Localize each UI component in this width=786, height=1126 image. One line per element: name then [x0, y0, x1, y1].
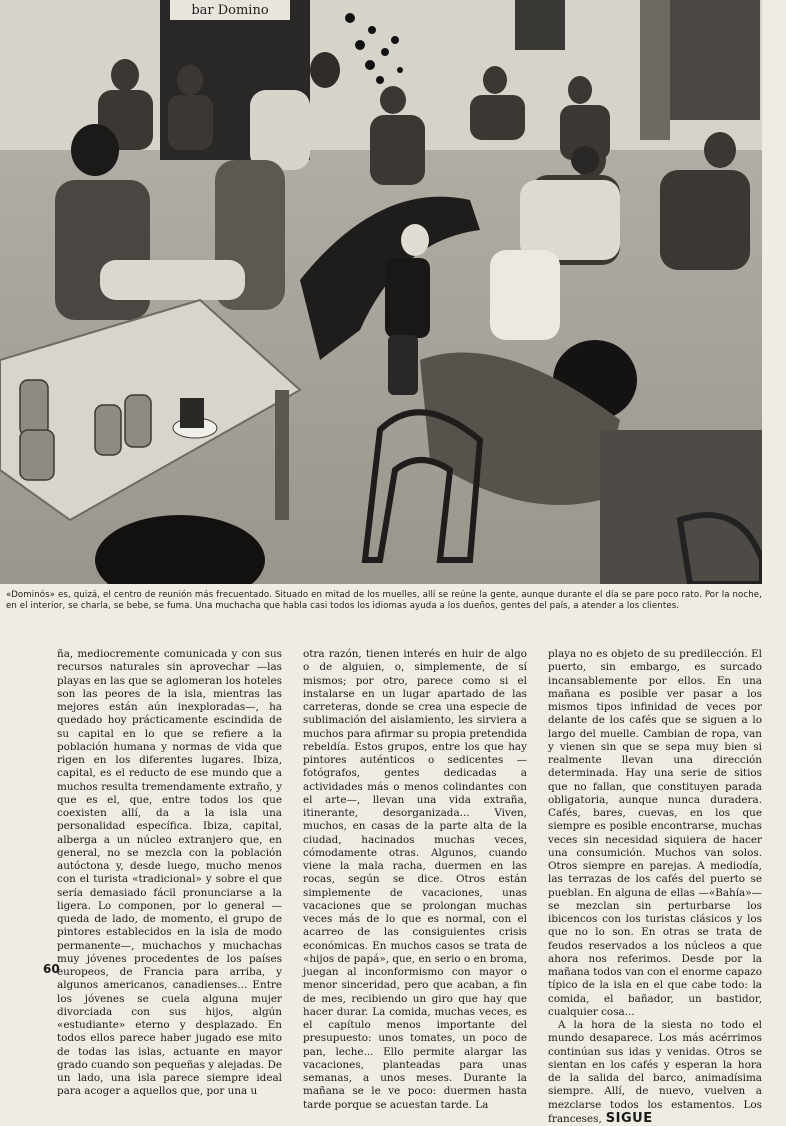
photo-caption: «Dominós» es, quizá, el centro de reunión más frecuentado. Situado en mitad de los muelles, allí se reúne la gente, aunque durante el día se pare poco rato. Por la noche, en el interior, se charla, se bebe, se fuma. Una muchacha que habla casi todos los idiomas ayuda a los dueños, gentes del país, a atender a los clientes.: [6, 590, 762, 611]
column-3-paragraph-2: [548, 1019, 762, 1126]
article-column-1: [57, 648, 282, 1099]
page-number: 60: [43, 962, 60, 976]
bar-sign: bar Domino: [191, 3, 269, 18]
article-column-3: [548, 648, 762, 1126]
column-3-paragraph-1: playa no es objeto de su predilección. El puerto, sin embargo, es surcado incansablemente por ellos. En una mañana es posible ver pasar a los mismos tipos infinidad de veces por delante de los cafés que se siguen a lo largo del muelle. Cambian de ropa, van y vienen sin que se sepa muy bien si realmente llevan una dirección determinada. Hay una serie de sitios que no fallan, que constituyen parada obligatoria, aunque nunca duradera. Cafés, bares, cuevas, en los que siempre es posible encontrarse, muchas veces sin necesidad siquiera de hacer una consumición. Muchos van solos. Otros siempre en parejas. A mediodía, las terrazas de los cafés del puerto se pueblan. En alguna de ellas —«Bahía»— se mezclan sin perturbarse los ibicencos con los turistas clásicos y los que no lo son. En otras se trata de feudos reservados a los núcleos a que ahora nos referimos. Desde por la mañana todos van con el enorme capazo típico de la isla en el que cabe todo: la comida, el bañador, un bastidor, cualquier cosa...: [548, 648, 762, 1018]
column-3-paragraph-2-text: A la hora de la siesta no todo el mundo desaparece. Los más acérrimos continúan sus idas y venidas. Otros se sientan en los cafés y esperan la hora de la salida del barco, animadísima siempre. Allí, de nuevo, vuelven a mezclarse todos los estamentos. Los franceses,: [548, 1019, 762, 1125]
article-column-2: [303, 648, 527, 1112]
column-1-text: ña, mediocremente comunicada y con sus recursos naturales sin aprovechar —las playas en las que se aglomeran los hoteles son las peores de la isla, mientras las mejores están aún inexploradas—, ha quedado hoy prácticamente escindida de su capital en lo que se refiere a la población humana y normas de vida que rigen en los diferentes lugares. Ibiza, capital, es el reducto de ese mundo que a muchos resulta tremendamente extraño, y que es el, que, entre todos los que coexisten allí, da a la isla una personalidad específica. Ibiza, capital, alberga a un núcleo extranjero que, en general, no se mezcla con la población autóctona y, desde luego, mucho menos con el turista «tradicional» y sobre el que sería demasiado fácil pronunciarse a la ligera. Lo componen, por lo general —queda de lado, de momento, el grupo de pintores establecidos en la isla de modo permanente—, muchachos y muchachas muy jóvenes procedentes de los países europeos, de Francia para arriba, y algunos americanos, canadienses... Entre los jóvenes se cuela alguna mujer divorciada con sus hijos, algún «estudiante» eterno y desplazado. En todos ellos parece haber jugado ese mito de todas las islas, actuante en mayor grado cuando son pequeñas y alejadas. De un lado, una isla parece siempre ideal para acoger a aquellos que, por una u: [57, 648, 282, 1098]
column-2-text: otra razón, tienen interés en huir de algo o de alguien, o, simplemente, de sí mismos; por otro, parece como si el instalarse en un lugar apartado de las carreteras, donde se crea una especie de sublimación del aislamiento, les sirviera a muchos para afirmar su propia pretendida rebeldía. Estos grupos, entre los que hay pintores auténticos o sedicentes —fotógrafos, gentes dedicadas a actividades más o menos colindantes con el arte—, llevan una vida extraña, itinerante, desorganizada... Viven, muchos, en casas de la parte alta de la ciudad, hacinados muchas veces, cómodamente otras. Algunos, cuando viene la mala racha, duermen en las rocas, según se dice. Otros están simplemente de vacaciones, unas vacaciones que se prolongan muchas veces más de lo que es normal, con el acarreo de las consiguientes crisis económicas. En muchos casos se trata de «hijos de papá», que, en serio o en broma, juegan al inconformismo con mayor o menor sinceridad, pero que acaban, a fin de mes, recibiendo un giro que hay que hacer durar. La comida, muchas veces, es el capítulo menos importante del presupuesto: unos tomates, un poco de pan, leche... Ello permite alargar las vacaciones, planteadas para unas semanas, a unos meses. Durante la mañana se le ve poco: duermen hasta tarde porque se acuestan tarde. La: [303, 648, 527, 1111]
continue-label: SIGUE: [605, 1110, 653, 1126]
